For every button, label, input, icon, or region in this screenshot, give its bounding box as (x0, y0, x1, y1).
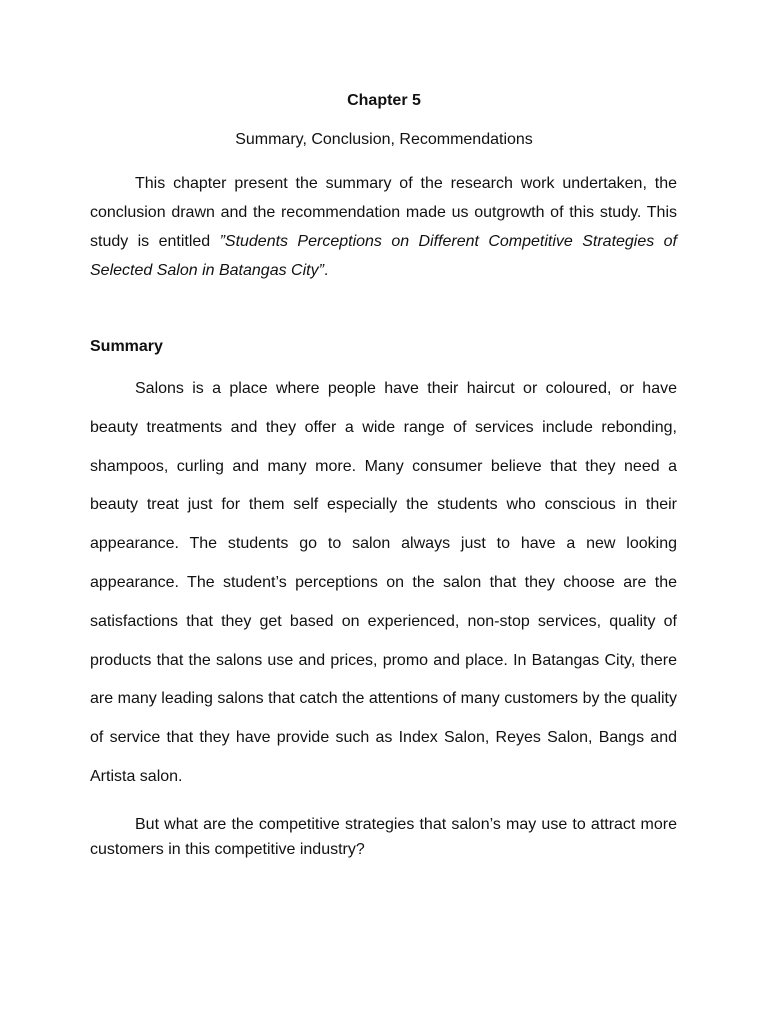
chapter-subtitle: Summary, Conclusion, Recommendations (235, 131, 533, 148)
chapter-title: Chapter 5 (347, 92, 421, 109)
intro-lead-text: This chapter present the summary of the research work undertaken, the conclusion drawn and the recommendation made us outgrowth of this study. This study is entitled (90, 175, 677, 250)
question-paragraph: But what are the competitive strategies that salon’s may use to attract more customers in this competitive industry? (90, 816, 677, 858)
summary-paragraph: Salons is a place where people have their haircut or coloured, or have beauty treatments and they offer a wide range of services include rebonding, shampoos, curling and many more. Many consumer believe that they need a beauty treat just for them self especially the students who conscious in their appearance. The students go to salon always just to have a new looking appearance. The student’s perceptions on the salon that they choose are the satisfactions that they get based on experienced, non-stop services, quality of products that the salons use and prices, promo and place. In Batangas City, there are many leading salons that catch the attentions of many customers by the quality of service that they have provide such as Index Salon, Reyes Salon, Bangs and Artista salon. (90, 380, 677, 785)
summary-heading: Summary (90, 338, 163, 355)
intro-tail-text: . (323, 262, 329, 279)
intro-paragraph (90, 169, 677, 285)
study-title: ”Students Perceptions on Different Competitive Strategies of Selected Salon in Batangas City” (90, 233, 677, 279)
